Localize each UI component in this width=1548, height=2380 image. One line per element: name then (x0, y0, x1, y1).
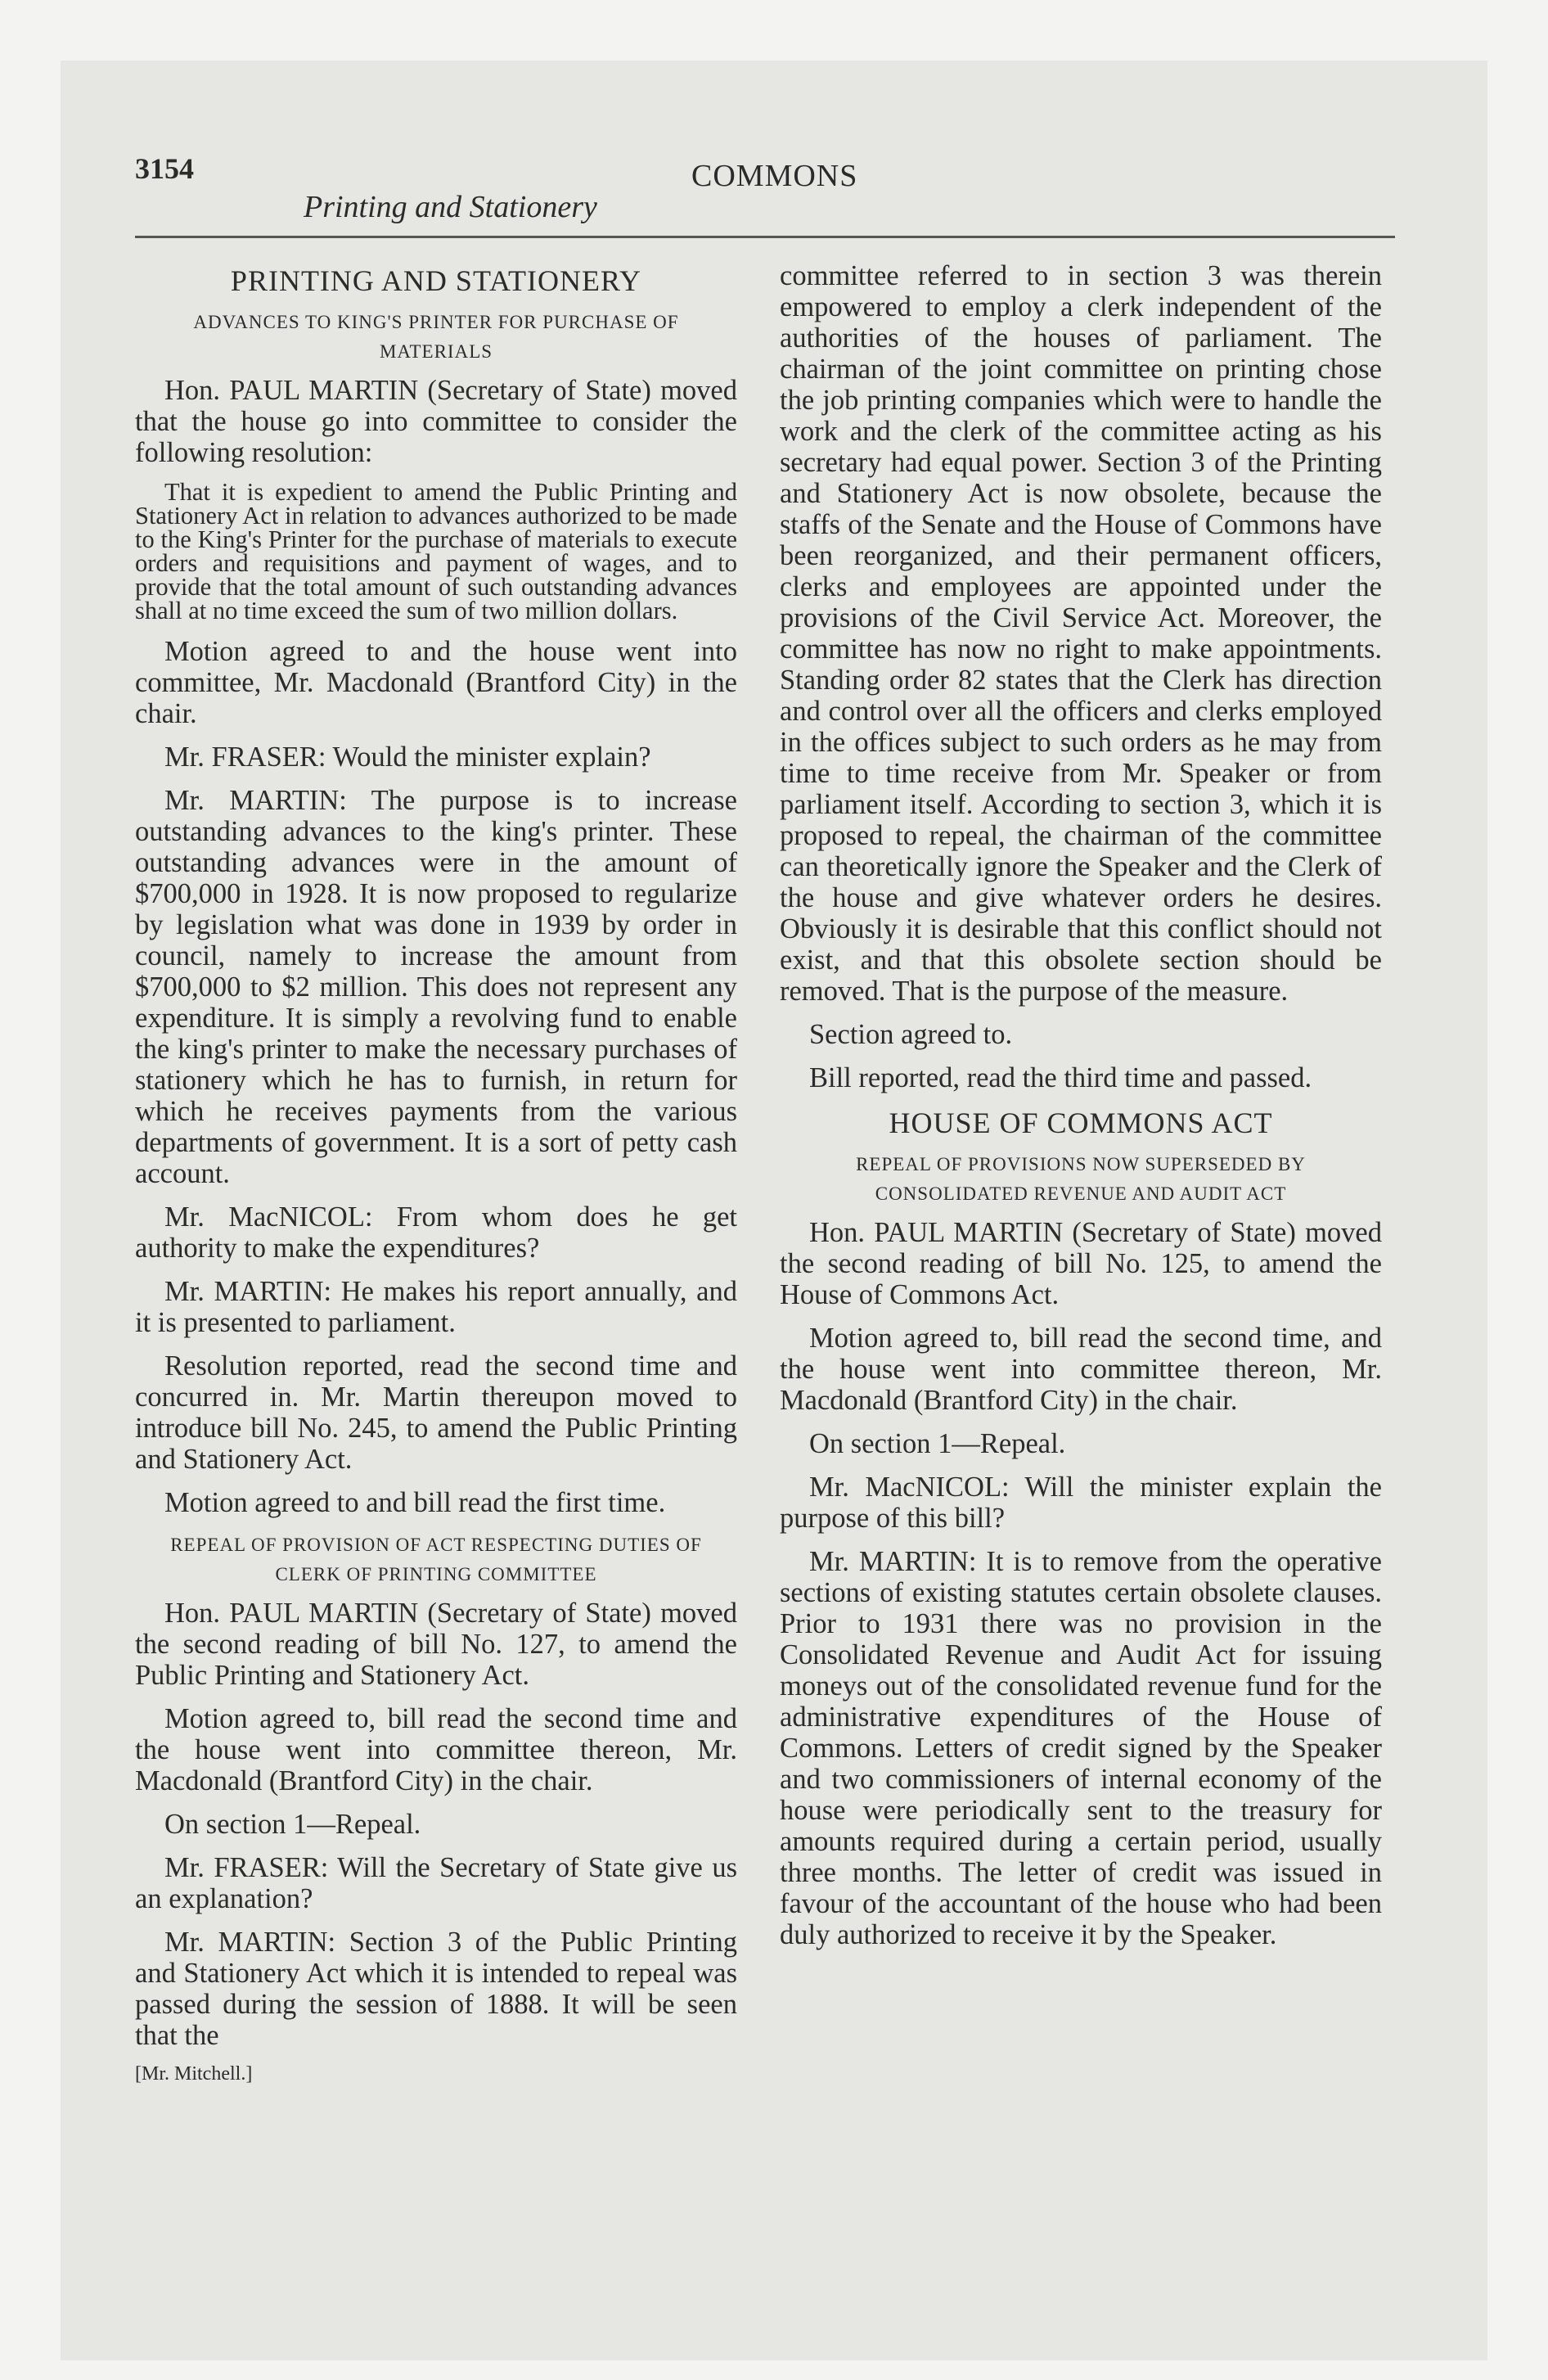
paragraph: Section agreed to. (809, 1019, 1013, 1050)
paragraph: Mr. MARTIN: He makes his report annually, and it is presented to parliament. (135, 1276, 737, 1338)
section-heading: PRINTING AND STATIONERY (230, 264, 642, 297)
header-rule (135, 236, 1395, 238)
paragraph: Hon. PAUL MARTIN (Secretary of State) moved the second reading of bill No. 125, to amend the House of Commons Act. (780, 1217, 1382, 1310)
left-column (135, 260, 737, 2241)
paragraph: Mr. FRASER: Will the Secretary of State give us an explanation? (135, 1852, 737, 1914)
running-title: COMMONS (691, 159, 858, 193)
paragraph: committee referred to in section 3 was therein empowered to employ a clerk independent of the authorities of the houses of parliament. The chairman of the joint committee on printing chose the job printing companies which were to handle the work and the clerk of the committee acting as his secretary had equal power. Section 3 of the Printing and Stationery Act is now obsolete, because the staffs of the Senate and the House of Commons have been reorganized, and their permanent officers, clerks and employees are appointed under the provisions of the Civil Service Act. Moreover, the committee has now no right to make appointments. Standing order 82 states that the Clerk has direction and control over all the officers and clerks employed in the offices subject to such orders as he may from time to time receive from Mr. Speaker or from parliament itself. According to section 3, which it is proposed to repeal, the chairman of the committee can theoretically ignore the Speaker and the Clerk of the house and give whatever orders he desires. Obviously it is desirable that this conflict should not exist, and that this obsolete section should be removed. That is the purpose of the measure. (780, 260, 1382, 1007)
section-running-head: Printing and Stationery (304, 190, 597, 224)
paragraph: Mr. MARTIN: It is to remove from the operative sections of existing statutes certain obsolete clauses. Prior to 1931 there was no provision in the Consolidated Revenue and Audit Act for issuing moneys out of the consolidated revenue fund for the administrative expenditures of the House of Commons. Letters of credit signed by the Speaker and two commissioners of internal economy of the house were periodically sent to the treasury for amounts required during a certain period, usually three months. The letter of credit was issued in favour of the accountant of the house who had been duly authorized to receive it by the Speaker. (780, 1546, 1382, 1950)
paragraph: Bill reported, read the third time and passed. (809, 1062, 1312, 1093)
section-subheading: ADVANCES TO KING'S PRINTER FOR PURCHASE OF MATERIALS (193, 312, 679, 362)
paragraph: Motion agreed to, bill read the second time and the house went into committee thereon, Mr. Macdonald (Brantford City) in the chair. (135, 1703, 737, 1796)
page-header (135, 151, 1395, 241)
paragraph: On section 1—Repeal. (809, 1428, 1066, 1459)
paragraph: Mr. MacNICOL: From whom does he get authority to make the expenditures? (135, 1201, 737, 1264)
paragraph: Mr. MARTIN: The purpose is to increase outstanding advances to the king's printer. These outstanding advances were in the amount of $700,000 in 1928. It is now proposed to regularize by legislation what was done in 1939 by order in council, namely to increase the amount from $700,000 to $2 million. This does not represent any expenditure. It is simply a revolving fund to enable the king's printer to make the necessary purchases of stationery which he has to furnish, in return for which he receives payments from the various departments of government. It is a sort of petty cash account. (135, 785, 737, 1189)
paragraph: On section 1—Repeal. (164, 1809, 421, 1840)
paragraph: Hon. PAUL MARTIN (Secretary of State) moved that the house go into committee to consider the following resolution: (135, 375, 737, 468)
right-column (780, 260, 1382, 2241)
paragraph: Mr. FRASER: Would the minister explain? (164, 741, 651, 773)
section-heading: HOUSE OF COMMONS ACT (889, 1107, 1273, 1139)
paragraph: Motion agreed to and bill read the first time. (164, 1487, 666, 1518)
paragraph: Motion agreed to and the house went into committee, Mr. Macdonald (Brantford City) in the chair. (135, 636, 737, 729)
paragraph: Hon. PAUL MARTIN (Secretary of State) moved the second reading of bill No. 127, to amend the Public Printing and Stationery Act. (135, 1598, 737, 1691)
page-number: 3154 (135, 152, 194, 185)
paragraph: Resolution reported, read the second time and concurred in. Mr. Martin thereupon moved to introduce bill No. 245, to amend the Public Printing and Stationery Act. (135, 1350, 737, 1475)
resolution-quote: That it is expedient to amend the Public Printing and Stationery Act in relation to advances authorized to be made to the King's Printer for the purchase of materials to execute orders and requisitions and payment of wages, and to provide that the total amount of such outstanding advances shall at no time exceed the sum of two million dollars. (135, 478, 737, 624)
section-subheading: REPEAL OF PROVISION OF ACT RESPECTING DUTIES OF CLERK OF PRINTING COMMITTEE (170, 1535, 702, 1584)
paragraph: Mr. MARTIN: Section 3 of the Public Printing and Stationery Act which it is intended to repeal was passed during the session of 1888. It will be seen that the (135, 1927, 737, 2051)
section-subheading: REPEAL OF PROVISIONS NOW SUPERSEDED BY CONSOLIDATED REVENUE AND AUDIT ACT (856, 1154, 1306, 1204)
speaker-footer-note: [Mr. Mitchell.] (135, 2063, 253, 2085)
paragraph: Motion agreed to, bill read the second time, and the house went into committee thereon, Mr. Macdonald (Brantford City) in the chair. (780, 1323, 1382, 1416)
paragraph: Mr. MacNICOL: Will the minister explain the purpose of this bill? (780, 1472, 1382, 1534)
